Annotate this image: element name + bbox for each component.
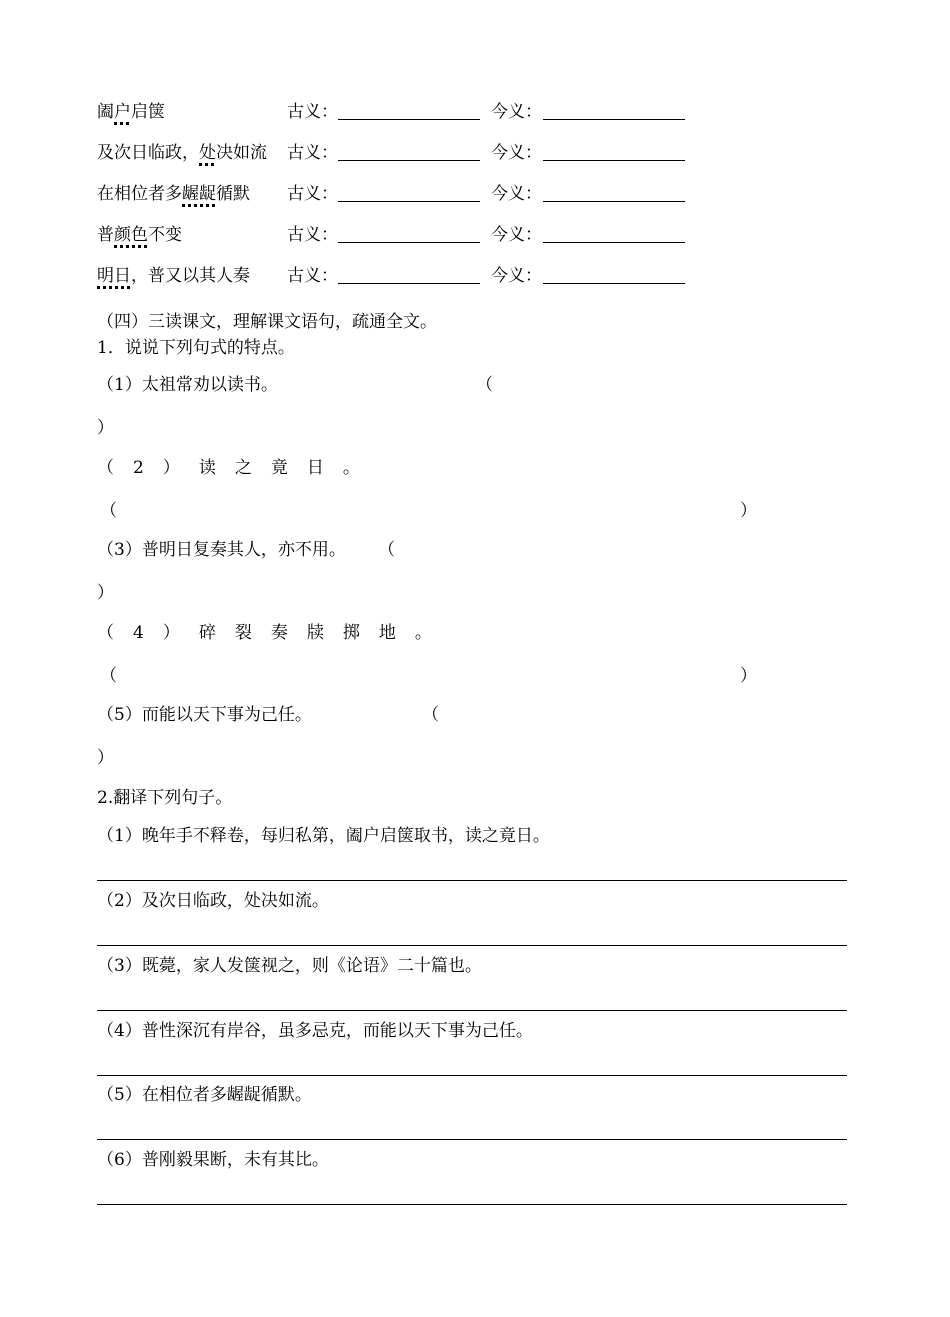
vocab-phrase: 普颜色不变 <box>97 225 182 245</box>
question-2-title: 2.翻译下列句子。 <box>97 788 233 808</box>
jin-label: 今义： <box>491 225 542 245</box>
sentence-item: （5）而能以天下事为己任。 <box>97 705 312 725</box>
sentence-item: （3）普明日复奏其人，亦不用。 <box>97 540 346 560</box>
sentence-item: （2）读之竟日。 <box>97 458 379 478</box>
jin-label: 今义： <box>491 143 542 163</box>
answer-line[interactable] <box>97 1010 847 1011</box>
open-paren: （ <box>422 705 439 725</box>
vocab-phrase: 在相位者多龌龊循默 <box>97 184 250 204</box>
gu-blank[interactable] <box>338 160 480 161</box>
jin-blank[interactable] <box>543 119 685 120</box>
translate-item: （5）在相位者多龌龊循默。 <box>97 1085 312 1105</box>
jin-blank[interactable] <box>543 242 685 243</box>
sentence-item: （1）太祖常劝以读书。 <box>97 375 278 395</box>
gu-label: 古义： <box>287 143 338 163</box>
answer-line[interactable] <box>97 1075 847 1076</box>
gu-blank[interactable] <box>338 242 480 243</box>
sentence-item: （4）碎裂奏牍掷地。 <box>97 623 451 643</box>
jin-label: 今义： <box>491 266 542 286</box>
close-paren: ） <box>97 583 114 603</box>
gu-label: 古义： <box>287 225 338 245</box>
close-paren: ） <box>97 748 114 768</box>
jin-blank[interactable] <box>543 283 685 284</box>
vocab-phrase: 及次日临政，处决如流 <box>97 143 267 163</box>
gu-blank[interactable] <box>338 119 480 120</box>
gu-label: 古义： <box>287 266 338 286</box>
jin-blank[interactable] <box>543 201 685 202</box>
close-paren: ） <box>740 501 757 521</box>
vocab-phrase: 明日，普又以其人奏 <box>97 266 250 286</box>
close-paren: ） <box>740 666 757 686</box>
translate-item: （6）普刚毅果断，未有其比。 <box>97 1150 329 1170</box>
open-paren: （ <box>100 666 117 686</box>
close-paren: ） <box>97 418 114 438</box>
translate-item: （1）晚年手不释卷，每归私第，阖户启箧取书，读之竟日。 <box>97 826 550 846</box>
open-paren: （ <box>476 375 493 395</box>
answer-line[interactable] <box>97 880 847 881</box>
jin-blank[interactable] <box>543 160 685 161</box>
translate-item: （2）及次日临政，处决如流。 <box>97 891 329 911</box>
translate-item: （3）既薨，家人发箧视之，则《论语》二十篇也。 <box>97 956 482 976</box>
gu-blank[interactable] <box>338 283 480 284</box>
translate-item: （4）普性深沉有岸谷，虽多忌克，而能以天下事为己任。 <box>97 1021 533 1041</box>
jin-label: 今义： <box>491 184 542 204</box>
open-paren: （ <box>100 501 117 521</box>
vocab-phrase: 阖户启箧 <box>97 102 165 122</box>
answer-line[interactable] <box>97 1204 847 1205</box>
jin-label: 今义： <box>491 102 542 122</box>
answer-line[interactable] <box>97 945 847 946</box>
gu-label: 古义： <box>287 184 338 204</box>
gu-blank[interactable] <box>338 201 480 202</box>
gu-label: 古义： <box>287 102 338 122</box>
answer-line[interactable] <box>97 1139 847 1140</box>
open-paren: （ <box>378 540 395 560</box>
question-1-title: 1．说说下列句式的特点。 <box>97 338 295 358</box>
section-heading: （四）三读课文，理解课文语句，疏通全文。 <box>97 312 437 332</box>
